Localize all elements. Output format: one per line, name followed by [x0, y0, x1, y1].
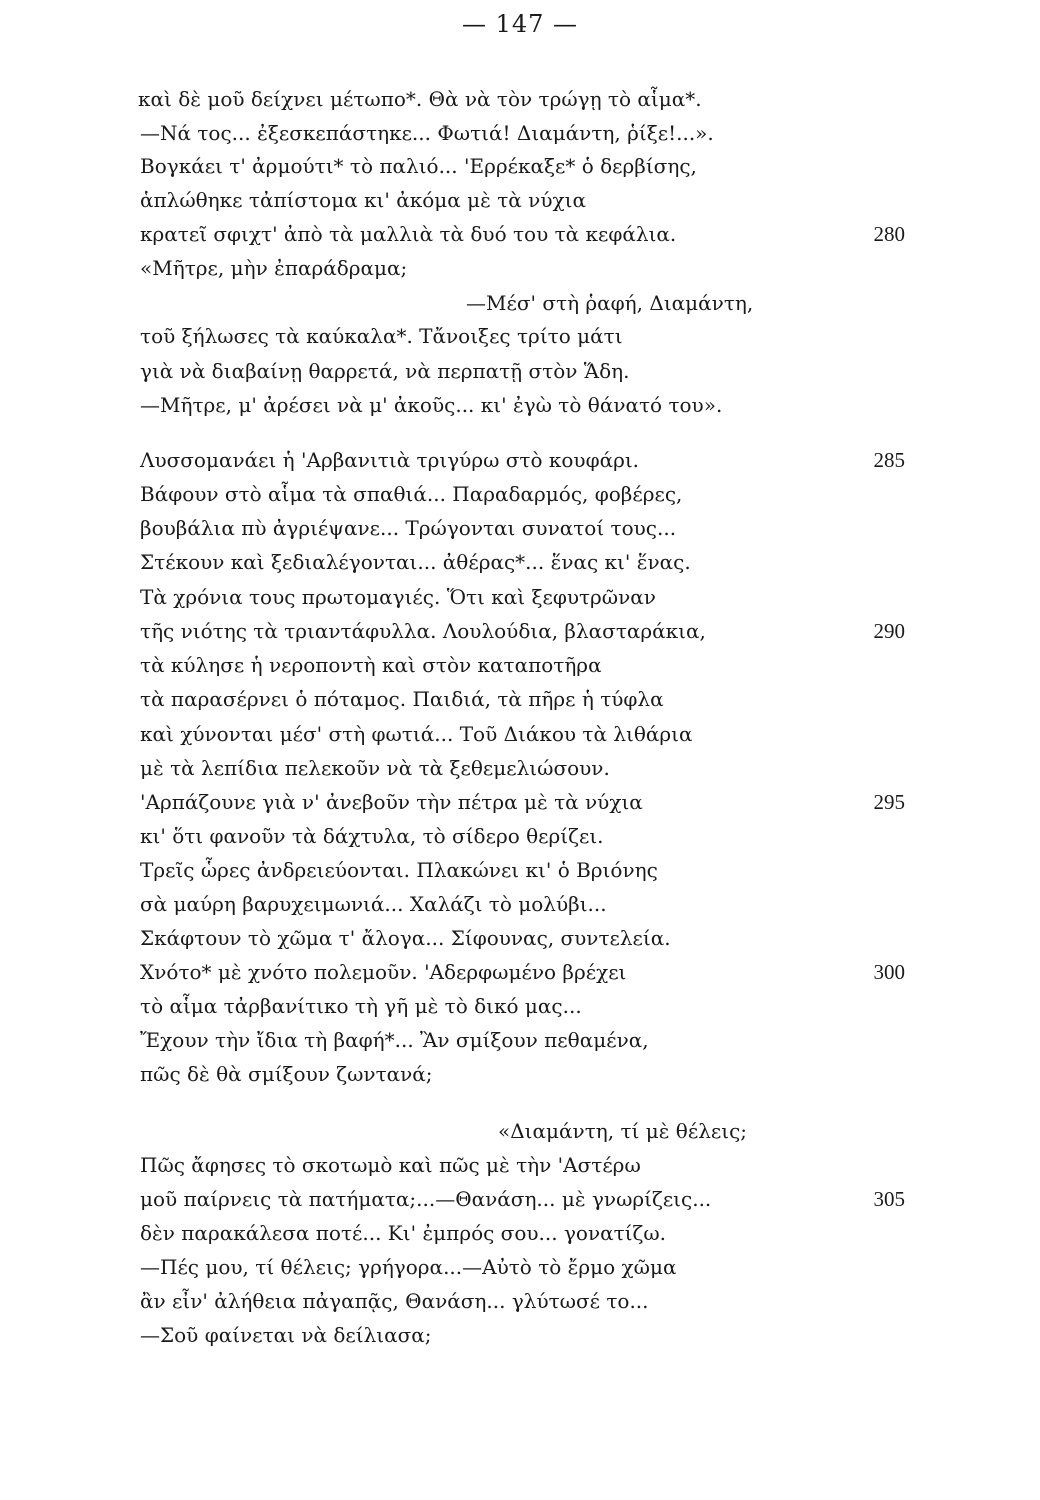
verse-text: μὲ τὰ λεπίδια πελεκοῦν νὰ τὰ ξεθεμελιώσουν.: [140, 756, 610, 780]
verse-text: καὶ δὲ μοῦ δείχνει μέτωπο*. Θὰ νὰ τὸν τρώγῃ τὸ αἷμα*.: [138, 87, 702, 111]
verse-line: [0, 511, 1040, 545]
verse-line: [0, 1250, 1040, 1284]
line-number: 305: [873, 1187, 905, 1211]
verse-line: [0, 717, 1040, 751]
verse-line: [0, 1023, 1040, 1057]
verse-text: «Μῆτρε, μὴν ἐπαράδραμα;: [140, 256, 408, 280]
verse-line: [0, 989, 1040, 1023]
verse-line: [0, 955, 1040, 989]
verse-text: πῶς δὲ θὰ σμίξουν ζωντανά;: [140, 1062, 433, 1086]
verse-line: [0, 1318, 1040, 1352]
verse-line: [0, 1114, 1040, 1148]
verse-text: Τὰ χρόνια τους πρωτομαγιές. Ὅτι καὶ ξεφυτρῶναν: [140, 585, 656, 609]
line-number: 290: [873, 619, 905, 643]
verse-line: [0, 286, 1040, 320]
verse-text: κι' ὅτι φανοῦν τὰ δάχτυλα, τὸ σίδερο θερίζει.: [140, 824, 604, 848]
verse-text: τὰ παρασέρνει ὁ πόταμος. Παιδιά, τὰ πῆρε ἡ τύφλα: [140, 687, 664, 711]
verse-text: τὰ κύλησε ἡ νεροποντὴ καὶ στὸν καταποτῆρα: [140, 653, 602, 677]
verse-text: τὸ αἷμα τἀρβανίτικο τὴ γῆ μὲ τὸ δικό μας...: [140, 994, 582, 1018]
verse-line: [0, 1148, 1040, 1182]
verse-line: [0, 1216, 1040, 1250]
verse-line: [0, 1284, 1040, 1318]
verse-line: [0, 580, 1040, 614]
verse-text: καὶ χύνονται μέσ' στὴ φωτιά... Τοῦ Διάκου τὰ λιθάρια: [140, 722, 693, 746]
verse-text: Λυσσομανάει ἡ 'Αρβανιτιὰ τριγύρω στὸ κουφάρι.: [140, 448, 640, 472]
verse-line: [0, 217, 1040, 251]
verse-text: Ἔχουν τὴν ἴδια τὴ βαφή*... Ἂν σμίξουν πεθαμένα,: [140, 1028, 649, 1052]
verse-line: [0, 477, 1040, 511]
verse-line: [0, 819, 1040, 853]
verse-line: [0, 1182, 1040, 1216]
verse-line: [0, 149, 1040, 183]
verse-text: Βάφουν στὸ αἷμα τὰ σπαθιά... Παραδαρμός, φοβέρες,: [140, 482, 683, 506]
page-number: — 147 —: [461, 10, 579, 38]
verse-line: [0, 682, 1040, 716]
verse-text: κρατεῖ σφιχτ' ἀπὸ τὰ μαλλιὰ τὰ δυό του τὰ κεφάλια.: [140, 222, 677, 246]
verse-line: [0, 648, 1040, 682]
verse-text: τῆς νιότης τὰ τριαντάφυλλα. Λουλούδια, βλασταράκια,: [140, 619, 706, 643]
verse-text: βουβάλια πὺ ἀγριέψανε... Τρώγονται συνατοί τους...: [140, 516, 677, 540]
verse-text: δὲν παρακάλεσα ποτέ... Κι' ἐμπρός σου... γονατίζω.: [140, 1221, 667, 1245]
verse-text: —Μῆτρε, μ' ἀρέσει νὰ μ' ἀκοῦς... κι' ἐγὼ τὸ θάνατό του».: [140, 393, 723, 417]
verse-line: [0, 614, 1040, 648]
verse-text: Σκάφτουν τὸ χῶμα τ' ἄλογα... Σίφουνας, συντελεία.: [140, 926, 671, 950]
verse-line: [0, 251, 1040, 285]
verse-text: ἂν εἶν' ἀλήθεια πἀγαπᾷς, Θανάση... γλύτωσέ το...: [140, 1289, 649, 1313]
verse-line: [0, 354, 1040, 388]
verse-text: —Μέσ' στὴ ῥαφή, Διαμάντη,: [466, 291, 754, 315]
line-number: 300: [873, 960, 905, 984]
verse-line: [0, 785, 1040, 819]
verse-line: [0, 751, 1040, 785]
verse-line: [0, 853, 1040, 887]
verse-text: Βογκάει τ' ἀρμούτι* τὸ παλιό... 'Ερρέκαξε* ὁ δερβίσης,: [140, 154, 697, 178]
line-number: 280: [873, 222, 905, 246]
line-number: 285: [873, 448, 905, 472]
line-number: 295: [873, 790, 905, 814]
verse-text: μοῦ παίρνεις τὰ πατήματα;...—Θανάση... μὲ γνωρίζεις...: [140, 1187, 712, 1211]
verse-text: σὰ μαύρη βαρυχειμωνιά... Χαλάζι τὸ μολύβι...: [140, 892, 607, 916]
verse-line: [0, 183, 1040, 217]
verse-text: ἁπλώθηκε τἀπίστομα κι' ἀκόμα μὲ τὰ νύχια: [140, 188, 586, 212]
verse-text: Πῶς ἄφησες τὸ σκοτωμὸ καὶ πῶς μὲ τὴν 'Αστέρω: [140, 1153, 641, 1177]
verse-text: Στέκουν καὶ ξεδιαλέγονται... ἀθέρας*... ἕνας κι' ἕνας.: [140, 550, 691, 574]
verse-text: —Σοῦ φαίνεται νὰ δείλιασα;: [140, 1323, 432, 1347]
verse-text: 'Αρπάζουνε γιὰ ν' ἀνεβοῦν τὴν πέτρα μὲ τὰ νύχια: [140, 790, 643, 814]
verse-line: [0, 319, 1040, 353]
verse-line: [0, 545, 1040, 579]
verse-line: [0, 443, 1040, 477]
verse-text: Χνότο* μὲ χνότο πολεμοῦν. 'Αδερφωμένο βρέχει: [140, 960, 627, 984]
verse-line: [0, 921, 1040, 955]
verse-text: —Νά τος... ἐξεσκεπάστηκε... Φωτιά! Διαμάντη, ῥίξε!...».: [140, 121, 714, 145]
verse-line: [0, 388, 1040, 422]
verse-text: τοῦ ξήλωσες τὰ καύκαλα*. Τἄνοιξες τρίτο μάτι: [140, 324, 623, 348]
verse-text: «Διαμάντη, τί μὲ θέλεις;: [498, 1119, 748, 1143]
verse-line: [0, 116, 1040, 150]
verse-line: [0, 82, 1040, 116]
verse-text: Τρεῖς ὧρες ἀνδρειεύονται. Πλακώνει κι' ὁ Βριόνης: [140, 858, 658, 882]
verse-text: γιὰ νὰ διαβαίνῃ θαρρετά, νὰ περπατῇ στὸν Ἅδη.: [140, 359, 630, 383]
verse-line: [0, 887, 1040, 921]
verse-text: —Πές μου, τί θέλεις; γρήγορα...—Αὐτὸ τὸ ἔρμο χῶμα: [140, 1255, 677, 1279]
verse-line: [0, 1057, 1040, 1091]
